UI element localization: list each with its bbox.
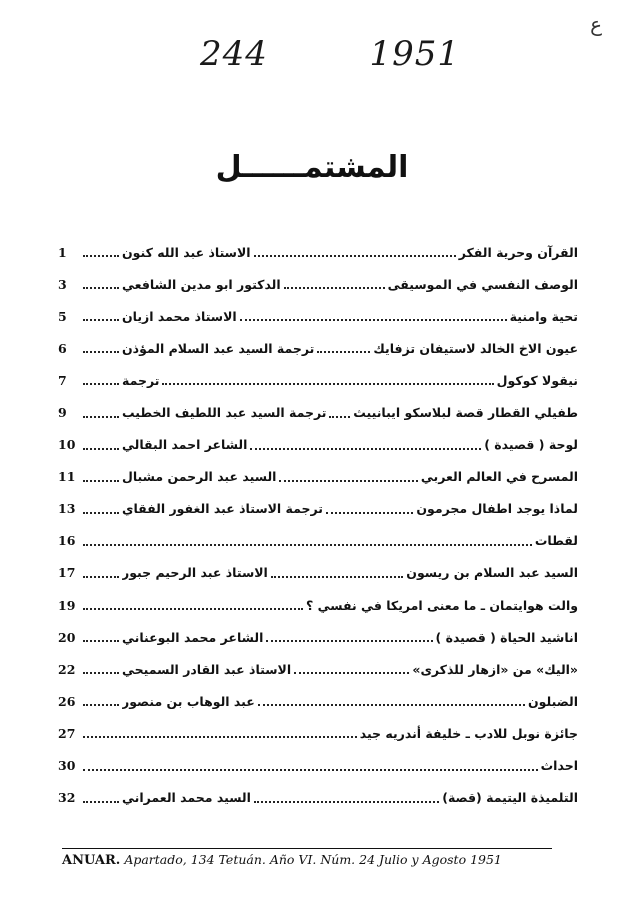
toc-entry	[58, 685, 578, 717]
toc-entry-title: لوحة ( قصيدة )	[484, 437, 578, 453]
dot-leader	[83, 512, 119, 514]
toc-entry-title: احداث	[540, 758, 578, 774]
dot-leader	[83, 383, 119, 385]
toc-entry	[58, 557, 578, 589]
toc-entry-page: 11	[58, 469, 76, 485]
dot-leader	[258, 704, 525, 706]
footer-brand: ANUAR.	[62, 853, 121, 868]
dot-leader	[271, 576, 403, 578]
dot-leader	[83, 672, 119, 674]
toc-entry	[58, 653, 578, 685]
toc-entry-author: الدكتور ابو مدين الشافعي	[122, 276, 281, 292]
toc-entry-page: 6	[58, 340, 67, 356]
toc-entry-title: الوصف النفسي في الموسيقى	[387, 276, 578, 292]
toc-entry-page: 13	[58, 501, 76, 517]
dot-leader	[83, 255, 119, 257]
toc-entry-page: 5	[58, 308, 67, 324]
dot-leader	[284, 287, 385, 289]
toc-entry	[58, 493, 578, 525]
footer	[62, 852, 552, 868]
dot-leader	[83, 640, 119, 642]
dot-leader	[83, 736, 357, 738]
dot-leader	[83, 480, 119, 482]
toc-entry	[58, 750, 578, 782]
dot-leader	[83, 416, 119, 418]
toc-entry	[58, 364, 578, 396]
dot-leader	[326, 512, 413, 514]
toc-entry-title: نيقولا كوكول	[496, 372, 578, 388]
dot-leader	[83, 704, 119, 706]
dot-leader	[83, 448, 119, 450]
footer-text: Apartado, 134 Tetuán. Año VI. Núm. 24 Julio y Agosto 1951	[124, 852, 502, 867]
toc-entry	[58, 589, 578, 621]
handwritten-annotation	[200, 34, 460, 74]
handwritten-year: 1951	[369, 34, 460, 74]
toc-entry-page: 10	[58, 437, 76, 453]
toc-entry	[58, 396, 578, 428]
toc-entry-title: الضبلون	[527, 693, 578, 709]
dot-leader	[329, 416, 350, 418]
toc-entry-author: الشاعر محمد البوعناني	[122, 629, 264, 645]
dot-leader	[83, 319, 119, 321]
toc-entry	[58, 268, 578, 300]
dot-leader	[83, 576, 119, 578]
toc-entry	[58, 621, 578, 653]
toc-entry-title: اناشيد الحياة ( قصيدة )	[435, 629, 578, 645]
footer-rule	[62, 848, 552, 849]
toc-entry-title: لماذا يوجد اطفال مجرمون	[416, 501, 578, 517]
toc-entry	[58, 429, 578, 461]
toc-entry-page: 17	[58, 565, 76, 581]
dot-leader	[317, 351, 370, 353]
dot-leader	[254, 801, 439, 803]
toc-entry-page: 1	[58, 244, 67, 260]
toc-entry-title: لقطات	[534, 533, 578, 549]
toc-entry-title: والت هوايتمان ـ ما معنى امريكا في نفسي ؟	[306, 597, 578, 613]
toc-entry	[58, 332, 578, 364]
page-title: المشتمــــــل	[215, 150, 409, 185]
toc-entry-title: طفيلي القطار قصة لبلاسكو ايبانييث	[353, 405, 578, 421]
toc-entry-page: 9	[58, 405, 67, 421]
dot-leader	[83, 351, 119, 353]
dot-leader	[294, 672, 409, 674]
toc-entry	[58, 236, 578, 268]
toc-entry-author: عبد الوهاب بن منصور	[122, 693, 255, 709]
toc-entry	[58, 461, 578, 493]
toc-entry-author: الاستاذ عبد الرحيم جبور	[122, 565, 268, 581]
toc-entry-page: 3	[58, 276, 67, 292]
handwritten-code: 244	[200, 34, 268, 74]
toc-entry-page: 32	[58, 790, 76, 806]
dot-leader	[83, 801, 119, 803]
toc-entry-title: عيون الاخ الخالد لاستيفان تزفايك	[373, 340, 578, 356]
toc-entry-author: السيد محمد العمراني	[122, 790, 251, 806]
dot-leader	[240, 319, 507, 321]
toc-entry-page: 7	[58, 372, 67, 388]
dot-leader	[83, 287, 119, 289]
toc-entry-author: ترجمة	[122, 372, 160, 388]
toc-entry-title: جائزة نوبل للادب ـ خليفة أندريه جيد	[359, 725, 578, 741]
toc-entry-title: السيد عبد السلام بن ريسون	[406, 565, 578, 581]
toc-entry-author: الاستاذ عبد القادر السميحي	[122, 661, 292, 677]
dot-leader	[266, 640, 432, 642]
dot-leader	[250, 448, 481, 450]
toc-entry	[58, 782, 578, 814]
toc-entry	[58, 717, 578, 749]
toc-entry-author: ترجمة السيد عبد السلام المؤذن	[122, 340, 315, 356]
toc-entry-page: 16	[58, 533, 76, 549]
corner-annotation: ع	[590, 12, 602, 36]
dot-leader	[83, 544, 532, 546]
toc-entry-author: الاستاذ عبد الله كنون	[122, 244, 251, 260]
toc-entry-title: تحية وامنية	[509, 308, 578, 324]
dot-leader	[162, 383, 493, 385]
toc-entry-author: ترجمة الاستاذ عبد الغفور الفقاي	[122, 501, 323, 517]
dot-leader	[83, 608, 303, 610]
toc-entry-title: القرآن وحرية الفكر	[458, 244, 578, 260]
toc-entry-page: 22	[58, 661, 76, 677]
toc-entry-page: 26	[58, 693, 76, 709]
toc-entry	[58, 525, 578, 557]
toc-entry-author: السيد عبد الرحمن مشبال	[122, 469, 277, 485]
dot-leader	[279, 480, 417, 482]
toc-entry-title: المسرح في العالم العربي	[420, 469, 578, 485]
dot-leader	[254, 255, 456, 257]
dot-leader	[83, 769, 538, 771]
toc-entry-author: ترجمة السيد عبد اللطيف الخطيب	[122, 405, 327, 421]
toc-entry	[58, 300, 578, 332]
toc-entry-page: 20	[58, 629, 76, 645]
toc-entry-author: الشاعر احمد البقالي	[122, 437, 248, 453]
toc-entry-title: التلميذة اليتيمة (قصة)	[442, 790, 578, 806]
toc-entry-title: «اليك» من «ازهار للذكرى»	[412, 661, 578, 677]
toc-entry-page: 30	[58, 758, 76, 774]
toc-entry-author: الاستاذ محمد ازيان	[122, 308, 237, 324]
toc-entry-page: 27	[58, 725, 76, 741]
toc-entry-page: 19	[58, 597, 76, 613]
table-of-contents	[58, 236, 578, 814]
